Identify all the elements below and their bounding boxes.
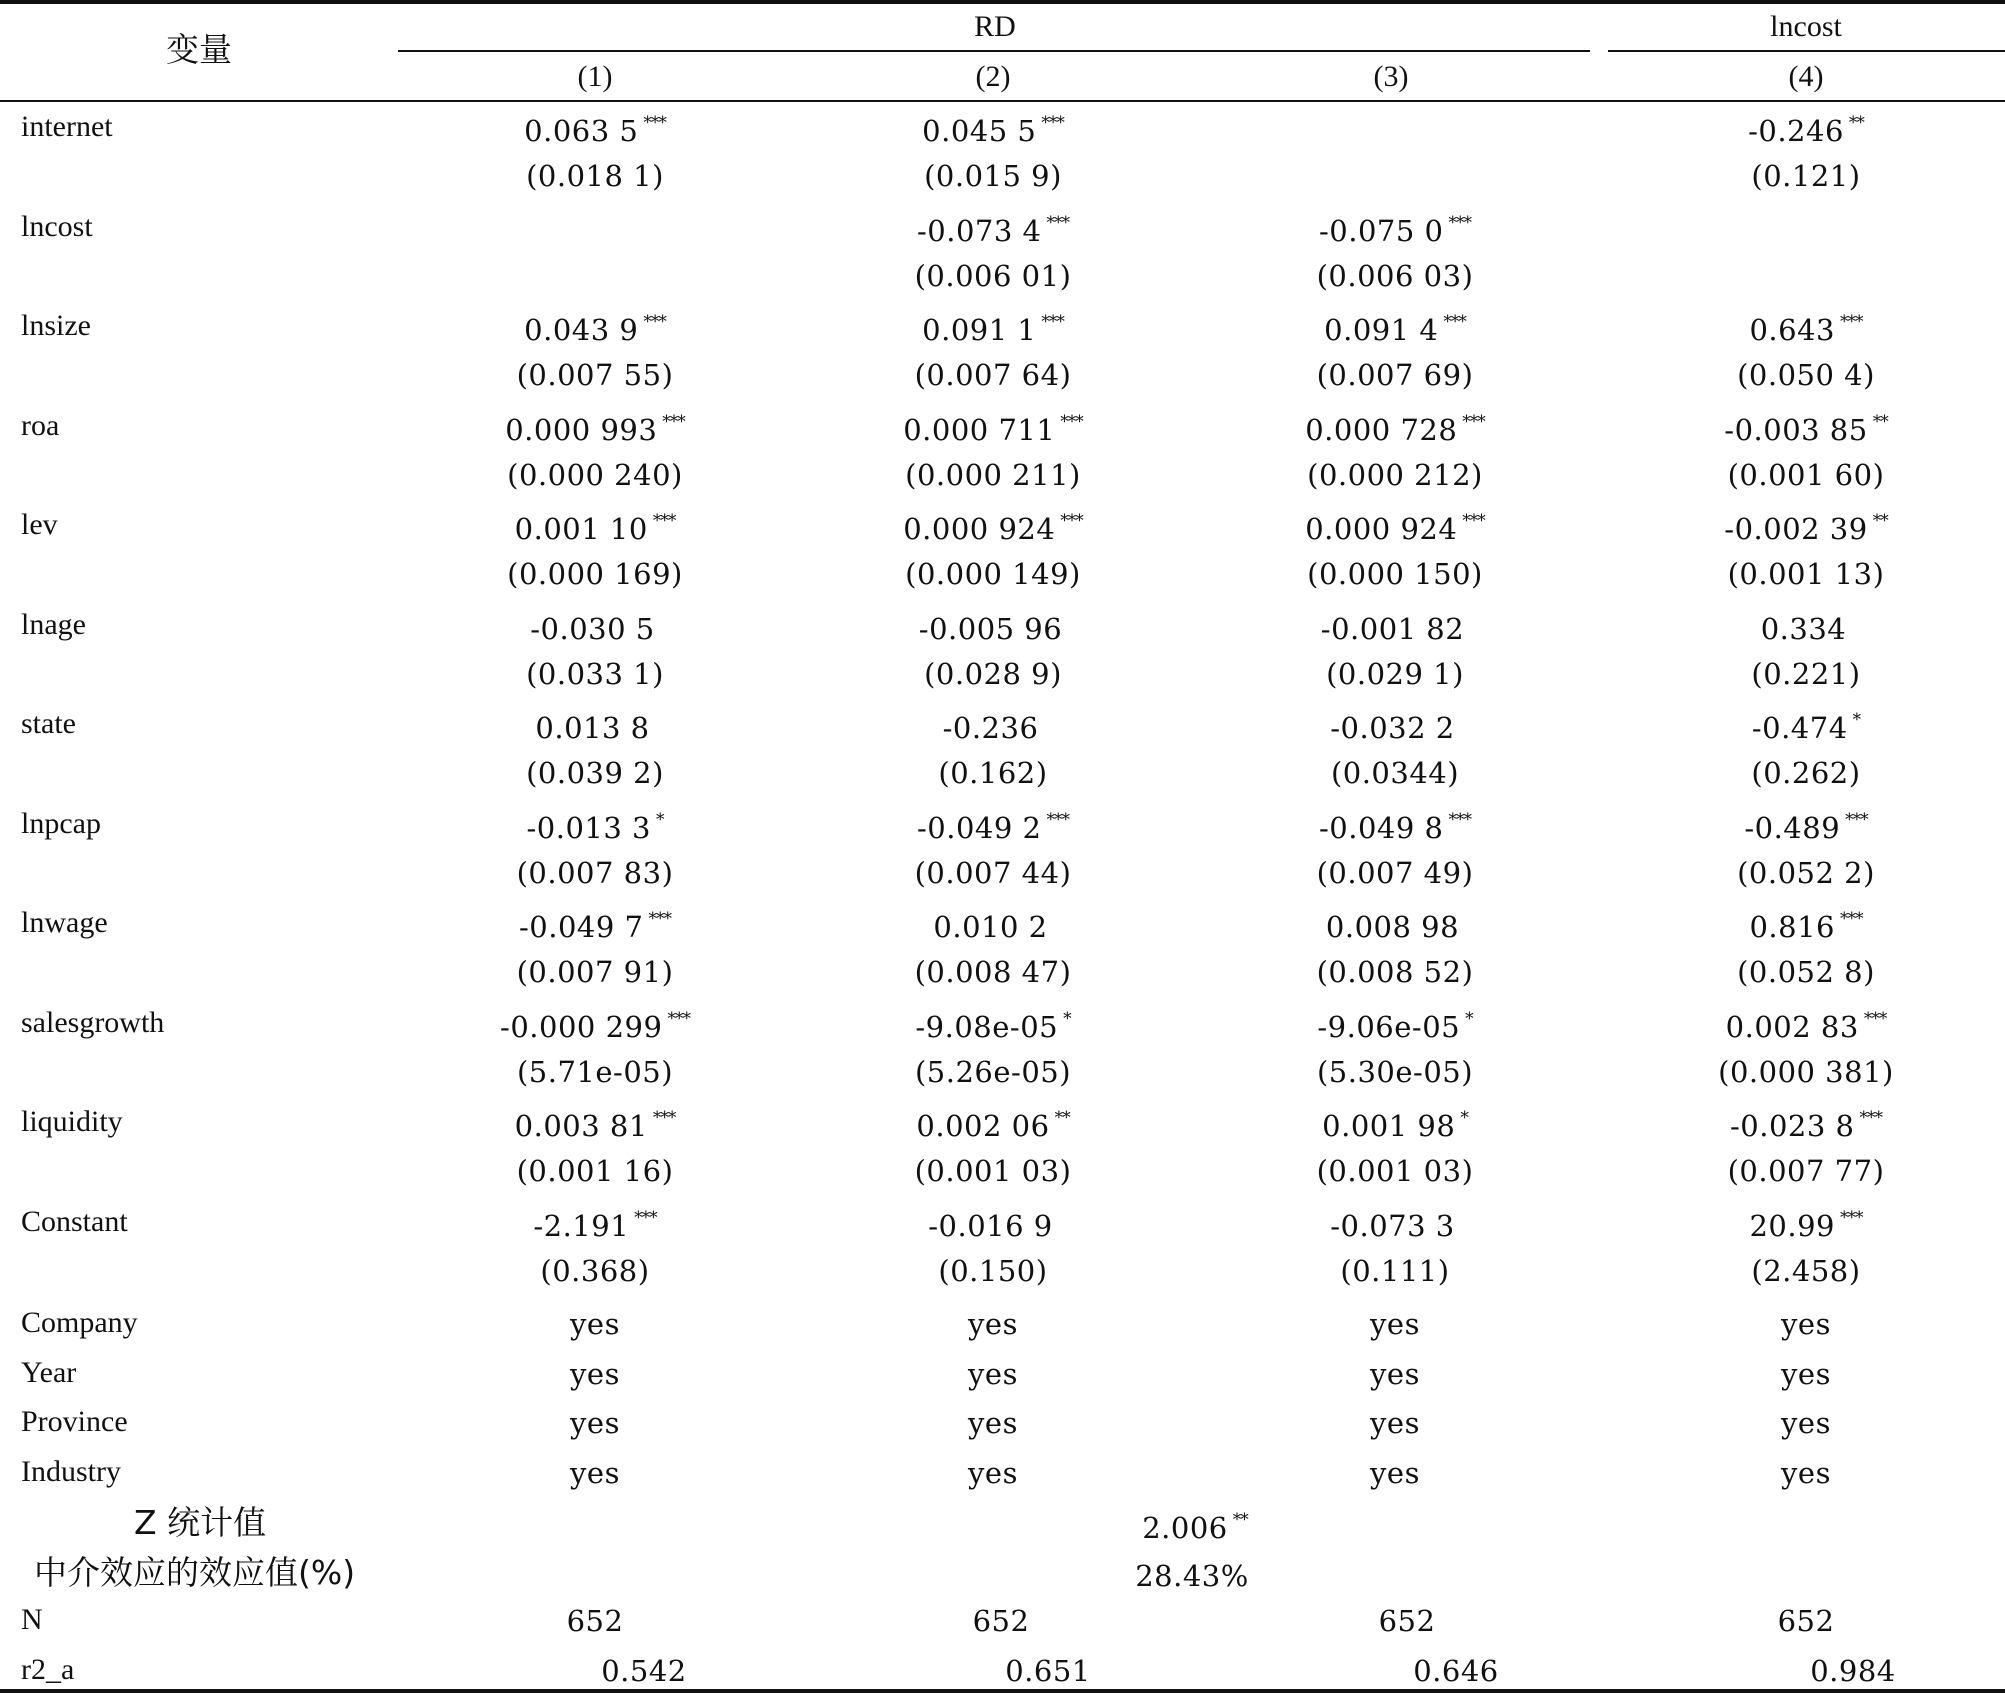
observations-value: 652 <box>566 1604 624 1638</box>
significance-stars: *** <box>1060 511 1083 531</box>
coefficient-value: -0.246 <box>1748 114 1844 148</box>
standard-error-cell: (0.007 49) <box>1316 855 1474 890</box>
coefficient-cell <box>1730 1110 1882 1141</box>
standard-error-cell: (0.000 211) <box>905 457 1081 492</box>
coefficient-cell <box>505 411 685 447</box>
significance-stars: ** <box>1872 411 1888 432</box>
coefficient-cell <box>524 314 666 345</box>
significance-stars: *** <box>1046 809 1069 830</box>
standard-error-cell: (0.000 149) <box>905 557 1081 591</box>
coefficient-cell <box>1330 712 1460 743</box>
coefficient-cell <box>922 314 1064 345</box>
coefficient-cell <box>1761 613 1852 644</box>
coefficient-cell <box>928 1210 1058 1241</box>
standard-error-cell: (0.052 2) <box>1737 855 1875 890</box>
standard-error-cell: (0.007 55) <box>516 358 674 392</box>
significance-stars: *** <box>1443 312 1466 332</box>
fixed-effect-value: yes <box>570 1455 620 1490</box>
coefficient-cell <box>1321 613 1469 644</box>
lncost-group-underline <box>1608 50 2005 52</box>
fixed-effect-value: yes <box>968 1455 1018 1490</box>
adjusted-r2-value: 0.646 <box>1413 1653 1499 1688</box>
coefficient-cell <box>1319 809 1471 845</box>
lncost-group-header: lncost <box>1770 10 1842 43</box>
coefficient-cell <box>515 1110 676 1141</box>
standard-error-cell: (0.111) <box>1340 1253 1450 1288</box>
coefficient-cell <box>535 712 654 743</box>
fixed-effect-value: yes <box>570 1356 620 1391</box>
significance-stars: ** <box>1848 113 1864 133</box>
variable-label-constant: Constant <box>21 1204 128 1238</box>
significance-stars: ** <box>1872 511 1888 531</box>
adjusted-r2-value: 0.984 <box>1810 1653 1896 1688</box>
variable-label-lnpcap: lnpcap <box>21 806 101 840</box>
standard-error-cell: (0.162) <box>938 756 1048 790</box>
significance-stars: *** <box>1448 809 1471 830</box>
significance-stars: * <box>1465 1008 1473 1029</box>
coefficient-value: 0.013 8 <box>535 711 650 745</box>
coefficient-value: -0.049 2 <box>917 810 1042 845</box>
coefficient-value: -9.06e-05 <box>1317 1009 1461 1044</box>
coefficient-value: 0.001 98 <box>1322 1109 1456 1143</box>
observations-value: 652 <box>1777 1604 1835 1638</box>
coefficient-value: 0.001 10 <box>514 512 648 546</box>
variable-label-roa: roa <box>21 408 60 442</box>
coefficient-cell <box>1748 115 1864 146</box>
standard-error-cell: (0.007 77) <box>1727 1154 1885 1188</box>
coefficient-cell <box>1749 1207 1863 1243</box>
coefficient-value: -0.075 0 <box>1319 213 1444 248</box>
standard-error-cell: (0.007 44) <box>914 855 1072 890</box>
coefficient-value: -0.073 4 <box>917 213 1042 248</box>
coefficient-value: -0.236 <box>942 711 1039 745</box>
standard-error-cell: (0.000 240) <box>507 457 683 492</box>
standard-error-cell: (0.0344) <box>1330 756 1460 790</box>
coefficient-cell <box>943 712 1044 743</box>
column-header-4: (4) <box>1788 60 1824 93</box>
coefficient-value: 0.063 5 <box>524 114 639 148</box>
coefficient-value: 0.000 924 <box>1305 512 1458 546</box>
standard-error-cell: (0.007 69) <box>1316 358 1474 392</box>
observations-value: 652 <box>1378 1604 1436 1638</box>
rd-group-underline <box>398 50 1590 52</box>
fixed-effect-label-year: Year <box>21 1355 77 1389</box>
significance-stars: *** <box>1046 212 1069 233</box>
standard-error-cell: (0.029 1) <box>1326 656 1464 691</box>
coefficient-cell <box>1724 411 1888 447</box>
mediation-effect-value: 28.43% <box>1135 1558 1249 1593</box>
fixed-effect-label-industry: Industry <box>21 1454 121 1488</box>
standard-error-cell: (0.001 60) <box>1727 457 1885 492</box>
significance-stars: *** <box>643 312 666 332</box>
coefficient-cell <box>1324 314 1466 345</box>
significance-stars: *** <box>1840 909 1863 929</box>
coefficient-value: -0.001 82 <box>1320 611 1465 646</box>
standard-error-cell: (2.458) <box>1751 1253 1861 1288</box>
coefficient-cell <box>1326 911 1464 942</box>
significance-stars: *** <box>1462 511 1485 531</box>
coefficient-value: 0.091 1 <box>922 313 1037 347</box>
variable-label-internet: internet <box>21 110 113 143</box>
significance-stars: *** <box>634 1207 657 1228</box>
adjusted-r2-value: 0.651 <box>1005 1653 1091 1688</box>
standard-error-cell: (0.052 8) <box>1737 955 1875 989</box>
coefficient-value: 0.002 83 <box>1725 1009 1859 1044</box>
standard-error-cell: (0.007 83) <box>516 855 674 890</box>
standard-error-cell: (0.000 169) <box>507 557 683 591</box>
significance-stars: * <box>1460 1108 1468 1128</box>
mediation-effect-label: 中介效应的效应值(%) <box>34 1552 356 1592</box>
standard-error-cell: (5.71e-05) <box>516 1054 674 1089</box>
coefficient-value: 0.010 2 <box>933 910 1048 944</box>
fixed-effect-value: yes <box>1781 1356 1831 1391</box>
standard-error-cell: (0.368) <box>540 1253 650 1288</box>
coefficient-cell <box>530 613 660 644</box>
standard-error-cell: (5.30e-05) <box>1316 1054 1474 1089</box>
coefficient-value: 0.043 9 <box>524 313 639 347</box>
standard-error-cell: (0.028 9) <box>924 656 1062 691</box>
significance-stars: *** <box>1060 411 1083 432</box>
coefficient-cell <box>933 911 1052 942</box>
coefficient-cell <box>915 1008 1071 1044</box>
fixed-effect-value: yes <box>1370 1455 1420 1490</box>
variable-label-lncost: lncost <box>21 209 93 243</box>
standard-error-cell: (0.000 150) <box>1307 557 1483 591</box>
significance-stars: *** <box>648 909 671 929</box>
variable-label-lnsize: lnsize <box>21 309 91 342</box>
table-top-rule <box>0 0 2005 4</box>
coefficient-value: 0.000 993 <box>505 412 658 447</box>
coefficient-value: -0.489 <box>1744 810 1841 845</box>
coefficient-value: 0.643 <box>1749 313 1836 347</box>
coefficient-value: -0.474 <box>1751 711 1848 745</box>
fixed-effect-value: yes <box>1370 1356 1420 1391</box>
coefficient-cell <box>500 1008 690 1044</box>
coefficient-cell <box>1744 809 1868 845</box>
coefficient-cell <box>1305 513 1485 544</box>
coefficient-cell <box>1752 712 1860 743</box>
coefficient-cell <box>1724 513 1887 544</box>
coefficient-cell <box>1317 1008 1473 1044</box>
coefficient-value: -0.023 8 <box>1730 1109 1855 1143</box>
coefficient-value: -0.013 3 <box>526 810 651 845</box>
coefficient-value: -0.005 96 <box>918 611 1063 646</box>
variable-label-lev: lev <box>21 508 58 541</box>
coefficient-cell <box>917 212 1069 248</box>
fixed-effect-value: yes <box>1370 1307 1420 1341</box>
coefficient-value: -0.016 9 <box>928 1208 1053 1243</box>
column-header-1: (1) <box>577 60 613 93</box>
significance-stars: ** <box>1054 1108 1070 1128</box>
significance-stars: *** <box>1859 1108 1882 1128</box>
fixed-effect-value: yes <box>570 1406 620 1440</box>
column-header-2: (2) <box>975 60 1011 93</box>
significance-stars: * <box>1063 1008 1071 1029</box>
fixed-effect-label-province: Province <box>21 1405 128 1438</box>
coefficient-cell <box>526 809 664 845</box>
fixed-effect-value: yes <box>1781 1307 1831 1341</box>
significance-stars: *** <box>643 113 666 133</box>
standard-error-cell: (0.000 212) <box>1307 457 1483 492</box>
coefficient-value: -2.191 <box>533 1208 630 1243</box>
standard-error-cell: (0.007 91) <box>516 955 674 989</box>
fixed-effect-value: yes <box>968 1307 1018 1341</box>
coefficient-cell <box>1319 212 1471 248</box>
coefficient-cell <box>903 513 1083 544</box>
significance-stars: *** <box>1041 312 1064 332</box>
significance-stars: *** <box>1448 212 1471 233</box>
coefficient-value: 0.000 924 <box>903 512 1056 546</box>
significance-stars: *** <box>667 1008 690 1029</box>
variable-header: 变量 <box>166 30 232 69</box>
variable-label-lnage: lnage <box>21 607 86 641</box>
coefficient-value: 20.99 <box>1749 1208 1836 1243</box>
coefficient-value: -0.030 5 <box>530 611 655 646</box>
observations-value: 652 <box>972 1604 1030 1638</box>
coefficient-cell <box>919 613 1067 644</box>
observations-label: N <box>21 1603 43 1636</box>
coefficient-value: 0.003 81 <box>514 1109 648 1143</box>
coefficient-value: 0.334 <box>1760 611 1847 646</box>
coefficient-value: 0.000 711 <box>903 412 1056 447</box>
standard-error-cell: (0.221) <box>1751 656 1861 691</box>
header-bottom-rule <box>0 100 2005 102</box>
standard-error-cell: (0.001 16) <box>516 1154 674 1188</box>
variable-label-state: state <box>21 707 76 740</box>
coefficient-cell <box>903 411 1083 447</box>
standard-error-cell: (0.000 381) <box>1718 1054 1894 1089</box>
significance-stars: *** <box>652 1108 676 1128</box>
coefficient-cell <box>1749 314 1862 345</box>
variable-label-lnwage: lnwage <box>21 906 108 939</box>
standard-error-cell: (0.018 1) <box>526 159 664 193</box>
coefficient-value: -0.000 299 <box>500 1009 663 1044</box>
standard-error-cell: (0.008 52) <box>1316 955 1474 989</box>
fixed-effect-value: yes <box>570 1307 620 1341</box>
coefficient-cell <box>1305 411 1485 447</box>
significance-stars: *** <box>662 411 685 432</box>
fixed-effect-value: yes <box>1781 1455 1831 1490</box>
standard-error-cell: (0.015 9) <box>924 159 1062 193</box>
coefficient-cell <box>519 911 671 942</box>
variable-label-salesgrowth: salesgrowth <box>21 1005 165 1039</box>
coefficient-value: 0.000 728 <box>1305 412 1458 447</box>
significance-stars: *** <box>1840 1207 1863 1228</box>
standard-error-cell: (0.007 64) <box>914 358 1072 392</box>
standard-error-cell: (0.006 01) <box>914 258 1072 293</box>
standard-error-cell: (0.033 1) <box>526 656 664 691</box>
coefficient-value: -9.08e-05 <box>915 1009 1059 1044</box>
coefficient-cell <box>1749 911 1862 942</box>
standard-error-cell: (0.050 4) <box>1737 358 1875 392</box>
coefficient-value: -0.049 7 <box>519 910 644 944</box>
standard-error-cell: (0.001 13) <box>1727 557 1885 591</box>
standard-error-cell: (0.039 2) <box>526 756 664 790</box>
standard-error-cell: (0.150) <box>938 1253 1048 1288</box>
standard-error-cell: (0.001 03) <box>1316 1154 1474 1188</box>
coefficient-cell <box>916 1110 1069 1141</box>
significance-stars: *** <box>1845 809 1868 830</box>
table-bottom-rule <box>0 1689 2005 1693</box>
standard-error-cell: (5.26e-05) <box>914 1054 1072 1089</box>
fixed-effect-value: yes <box>1781 1406 1831 1440</box>
significance-stars: ** <box>1232 1510 1248 1530</box>
coefficient-value: -0.032 2 <box>1330 711 1455 745</box>
coefficient-cell <box>1322 1110 1468 1141</box>
significance-stars: *** <box>652 511 676 531</box>
coefficient-cell <box>533 1207 657 1243</box>
rd-group-header: RD <box>974 10 1016 43</box>
coefficient-value: -0.003 85 <box>1724 412 1868 447</box>
coefficient-cell <box>515 513 676 544</box>
coefficient-value: -0.049 8 <box>1319 810 1444 845</box>
variable-label-liquidity: liquidity <box>21 1105 123 1138</box>
adjusted-r2-label: r2_a <box>21 1652 75 1686</box>
significance-stars: * <box>1852 710 1861 730</box>
coefficient-value: 0.045 5 <box>922 114 1037 148</box>
coefficient-value: -0.073 3 <box>1330 1208 1455 1243</box>
fixed-effect-value: yes <box>968 1406 1018 1440</box>
z-statistic-value: 2.006 ** <box>1142 1510 1248 1545</box>
standard-error-cell: (0.006 03) <box>1316 258 1474 293</box>
coefficient-cell <box>524 115 666 146</box>
standard-error-cell: (0.008 47) <box>914 955 1072 989</box>
coefficient-cell <box>1330 1210 1460 1241</box>
standard-error-cell: (0.262) <box>1751 756 1861 790</box>
fixed-effect-label-company: Company <box>21 1306 138 1339</box>
z-statistic-label: Z 统计值 <box>134 1503 267 1542</box>
coefficient-value: 0.091 4 <box>1324 313 1439 347</box>
significance-stars: *** <box>1462 411 1485 432</box>
column-header-3: (3) <box>1373 60 1409 93</box>
fixed-effect-value: yes <box>1370 1406 1420 1440</box>
coefficient-value: 0.008 98 <box>1325 910 1460 944</box>
significance-stars: *** <box>1840 312 1863 332</box>
significance-stars: *** <box>1863 1008 1887 1029</box>
coefficient-cell <box>1725 1008 1887 1044</box>
coefficient-value: 0.816 <box>1749 910 1836 944</box>
significance-stars: *** <box>1041 113 1064 133</box>
standard-error-cell: (0.121) <box>1751 159 1861 193</box>
coefficient-cell <box>917 809 1069 845</box>
standard-error-cell: (0.001 03) <box>914 1154 1072 1188</box>
coefficient-value: 0.002 06 <box>916 1109 1050 1143</box>
significance-stars: * <box>656 809 664 830</box>
fixed-effect-value: yes <box>968 1356 1018 1391</box>
coefficient-cell <box>922 115 1064 146</box>
coefficient-value: -0.002 39 <box>1724 512 1868 546</box>
adjusted-r2-value: 0.542 <box>601 1653 687 1688</box>
